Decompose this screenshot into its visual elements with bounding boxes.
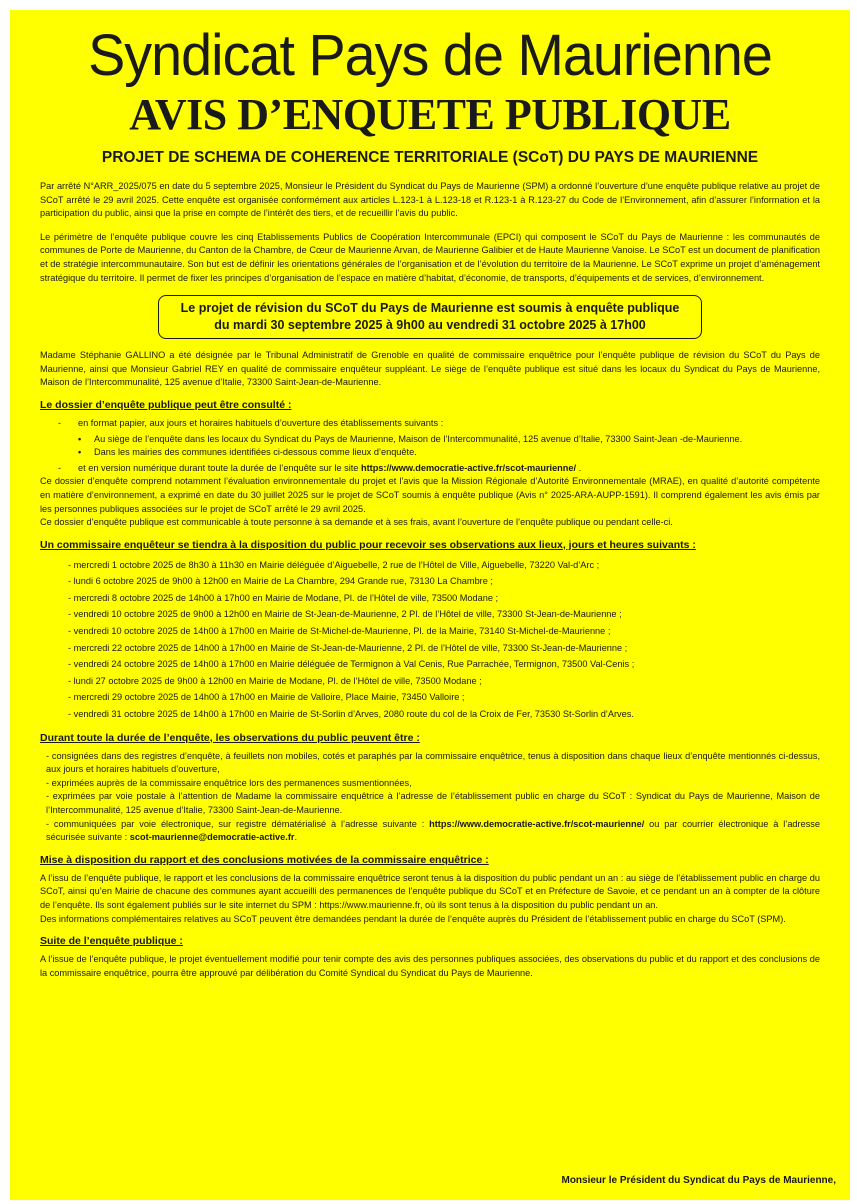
- observation-item-4-prefix: - communiquées par voie électronique, sur registre dématérialisé à l’adresse suivante :: [46, 818, 425, 829]
- observations-list: [40, 750, 820, 845]
- organization-title: Syndicat Pays de Maurienne: [88, 23, 772, 88]
- registry-email-link[interactable]: scot-maurienne@democratie-active.fr: [129, 832, 295, 843]
- observation-item-1: - consignées dans des registres d’enquête, à feuillets non mobiles, cotés et paraphés par la commissaire enquêtrice, tenus à disposition dans chaque lieux d’enquête mentionnés ci-dessus, aux jours et horaires habituels d’ouverture,: [46, 750, 820, 775]
- commissioner-paragraph: Madame Stéphanie GALLINO a été désignée par le Tribunal Administratif de Grenoble en qualité de commissaire enquêtrice pour l’enquête publique de révision du SCoT du Pays de Maurienne, ainsi que Monsieur Gabriel REY en qualité de commissaire enquêteur suppléant. Le siège de l’enquête publique est situé dans les locaux du Syndicat du Pays de Maurienne, Maison de l’Intercommunalité, 125 avenue d’Italie, 73300 Saint-Jean-de-Maurienne.: [40, 350, 820, 388]
- rapport-heading: Mise à disposition du rapport et des conclusions motivées de la commissaire enquêtrice :: [40, 853, 489, 866]
- dossier-heading: Le dossier d’enquête publique peut être consulté :: [40, 398, 292, 411]
- dossier-locations-list: [40, 433, 820, 460]
- permanence-item: - vendredi 10 octobre 2025 de 9h00 à 12h00 en Mairie de St-Jean-de-Maurienne, 2 Pl. de l’Hôtel de ville, 73300 St-Jean-de-Maurienne ;: [68, 609, 622, 620]
- dossier-paper-text: en format papier, aux jours et horaires habituels d’ouverture des établissements suivants :: [78, 417, 444, 428]
- dates-box-wrapper: [40, 295, 820, 339]
- intro-paragraph-1: Par arrêté N°ARR_2025/075 en date du 5 septembre 2025, Monsieur le Président du Syndicat du Pays de Maurienne (SPM) a ordonné l’ouverture d’une enquête publique relative au projet de SCoT arrêté le 29 avril 2025. Cette enquête est organisée conformément aux articles L.123-1 à L.123-18 et R.123-1 à R.123-27 du Code de l’Environnement, afin d’assurer l’information et la participation du public, ainsi que la prise en compte de l’intérêt des tiers, et de recueillir l’avis du public.: [40, 181, 820, 219]
- observations-heading: Durant toute la durée de l’enquête, les observations du public peuvent être :: [40, 731, 420, 744]
- permanences-list: [40, 557, 820, 723]
- dossier-paper-item: [58, 417, 820, 431]
- notice-poster: [10, 10, 850, 1200]
- permanence-item: - vendredi 24 octobre 2025 de 14h00 à 17h00 en Mairie déléguée de Termignon à Val Cenis, Rue Parrachée, Termignon, 73500 Val-Cenis ;: [68, 659, 635, 670]
- permanence-item: - mercredi 22 octobre 2025 de 14h00 à 17h00 en Mairie de St-Jean-de-Maurienne, 2 Pl. de l’Hôtel de ville, 73300 St-Jean-de-Maurienne ;: [68, 642, 628, 653]
- observation-item-2: - exprimées auprès de la commissaire enquêtrice lors des permanences susmentionnées,: [46, 777, 412, 788]
- registry-link[interactable]: https://www.democratie-active.fr/scot-maurienne/: [429, 818, 645, 829]
- notice-title: AVIS D’ENQUETE PUBLIQUE: [129, 90, 731, 139]
- permanence-item: - mercredi 29 octobre 2025 de 14h00 à 17h00 en Mairie de Valloire, Place Mairie, 73450 Valloire ;: [68, 692, 465, 703]
- dossier-paragraph-2: Ce dossier d’enquête publique est communicable à toute personne à sa demande et à ses frais, avant l’ouverture de l’enquête publique ou pendant celle-ci.: [40, 517, 673, 528]
- dossier-location-2: • Dans les mairies des communes identifiées ci-dessous comme lieux d’enquête.: [78, 446, 820, 460]
- rapport-paragraph-1: A l’issu de l’enquête publique, le rapport et les conclusions de la commissaire enquêtrice seront tenus à la disposition du public pendant un an : au siège de l’établissement public en charge du SCoT, ainsi qu’en Mairie de chacune des communes ayant accueilli des permanences de l’enquête publique du SCoT et en Préfecture de Savoie, et ce pendant un an à compter de la clôture de l’enquête. Ils sont également publiés sur le site internet du SPM : https://www.maurienne.fr, où ils sont tenus à la disposition du public pendant un an.: [40, 872, 820, 910]
- enquiry-dates-line-1: Le projet de révision du SCoT du Pays de Maurienne est soumis à enquête publique: [180, 301, 680, 316]
- dossier-list: [40, 417, 820, 431]
- suite-paragraph: A l’issue de l’enquête publique, le projet éventuellement modifié pour tenir compte des avis des personnes publiques associées, des observations du public et du rapport et des conclusions de la commissaire enquêtrice, pourra être approuvé par délibération du Comité Syndical du Syndicat du Pays de Maurienne.: [40, 954, 820, 978]
- suite-heading: Suite de l’enquête publique :: [40, 935, 183, 948]
- observation-item-4-suffix: .: [294, 832, 298, 843]
- observation-item-3: - exprimées par voie postale à l’attention de Madame la commissaire enquêtrice à l’adresse de l’établissement public en charge du SCoT : Syndicat du Pays de Maurienne, Maison de l’Intercommunalité, 125 avenue d’Italie, 73300 Saint-Jean-de-Maurienne.: [46, 791, 820, 815]
- dossier-digital-link[interactable]: https://www.democratie-active.fr/scot-maurienne/: [360, 462, 577, 473]
- permanence-item: - lundi 27 octobre 2025 de 9h00 à 12h00 en Mairie de Modane, Pl. de l’Hôtel de ville, 73500 Modane ;: [68, 675, 482, 686]
- project-title: PROJET DE SCHEMA DE COHERENCE TERRITORIALE (SCoT) DU PAYS DE MAURIENNE: [101, 149, 759, 166]
- intro-paragraph-2: Le périmètre de l’enquête publique couvre les cinq Etablissements Publics de Coopération Intercommunale (EPCI) qui composent le SCoT du Pays de Maurienne : les communautés de communes de Porte de Maurienne, du Canton de la Chambre, de Cœur de Maurienne Arvan, de Maurienne Galibier et de Haute Maurienne Vanoise. Le SCoT est un document de planification et de stratégie intercommunautaire. Son but est de définir les orientations générales de l’organisation et de l’évolution du territoire de la Maurienne. Le SCoT exprime un projet d’aménagement stratégique du territoire. Il permet de fixer les principes d’organisation de l’espace en matière d’habitat, d’économie, de transports, d’équipements et de services, d’environnement.: [40, 231, 820, 283]
- permanence-item: - vendredi 31 octobre 2025 de 14h00 à 17h00 en Mairie de St-Sorlin d’Arves, 2080 route du col de la Croix de Fer, 73530 St-Sorlin d’Arves.: [68, 709, 634, 720]
- permanence-item: - mercredi 8 octobre 2025 de 14h00 à 17h00 en Mairie de Modane, Pl. de l’Hôtel de ville, 73500 Modane ;: [68, 592, 499, 603]
- permanence-item: - lundi 6 octobre 2025 de 9h00 à 12h00 en Mairie de La Chambre, 294 Grande rue, 73130 La Chambre ;: [68, 576, 493, 587]
- observation-item-4-mid: ou par courrier électronique à l’adresse sécurisée suivante :: [46, 818, 821, 843]
- observation-item-4: [46, 818, 820, 845]
- dossier-location-1: • Au siège de l’enquête dans les locaux du Syndicat du Pays de Maurienne, Maison de l’Intercommunalité, 125 avenue d’Italie, 73300 Saint-Jean -de-Maurienne.: [78, 433, 820, 447]
- enquiry-dates-box: [158, 295, 703, 339]
- permanence-item: - mercredi 1 octobre 2025 de 8h30 à 11h30 en Mairie déléguée d’Aiguebelle, 2 rue de l’Hôtel de Ville, Aiguebelle, 73220 Val-d’Arc ;: [68, 559, 600, 570]
- dossier-digital-item: [58, 462, 820, 476]
- dossier-paragraph-1: Ce dossier d’enquête comprend notamment l’évaluation environnementale du projet et l’avis que la Mission Régionale d’Autorité Environnementale (MRAE), en qualité d’autorité compétente en matière d’environnement, a exprimé en date du 30 juillet 2025 sur le projet de SCoT soumis à enquête publique (Avis n° 2025-ARA-AUPP-1591). Il comprend également les avis émis par les personnes publiques associées sur le projet de SCoT arrêté le 29 avril 2025.: [40, 476, 820, 514]
- dossier-digital-suffix: .: [578, 462, 582, 473]
- permanences-heading: Un commissaire enquêteur se tiendra à la disposition du public pour recevoir ses observations aux lieux, jours et heures suivants :: [40, 538, 696, 551]
- permanence-item: - vendredi 10 octobre 2025 de 14h00 à 17h00 en Mairie de St-Michel-de-Maurienne, Pl. de la Mairie, 73140 St-Michel-de-Maurienne ;: [68, 626, 611, 637]
- dossier-digital-list: [40, 462, 820, 476]
- rapport-paragraph-2: Des informations complémentaires relatives au SCoT peuvent être demandées pendant la durée de l’enquête auprès du Président de l’établissement public en charge du SCoT (SPM).: [40, 913, 786, 924]
- enquiry-dates-line-2: du mardi 30 septembre 2025 à 9h00 au vendredi 31 octobre 2025 à 17h00: [214, 318, 646, 333]
- signature: Monsieur le Président du Syndicat du Pays de Maurienne,: [561, 1175, 836, 1186]
- dossier-digital-prefix: et en version numérique durant toute la durée de l’enquête sur le site: [78, 462, 359, 473]
